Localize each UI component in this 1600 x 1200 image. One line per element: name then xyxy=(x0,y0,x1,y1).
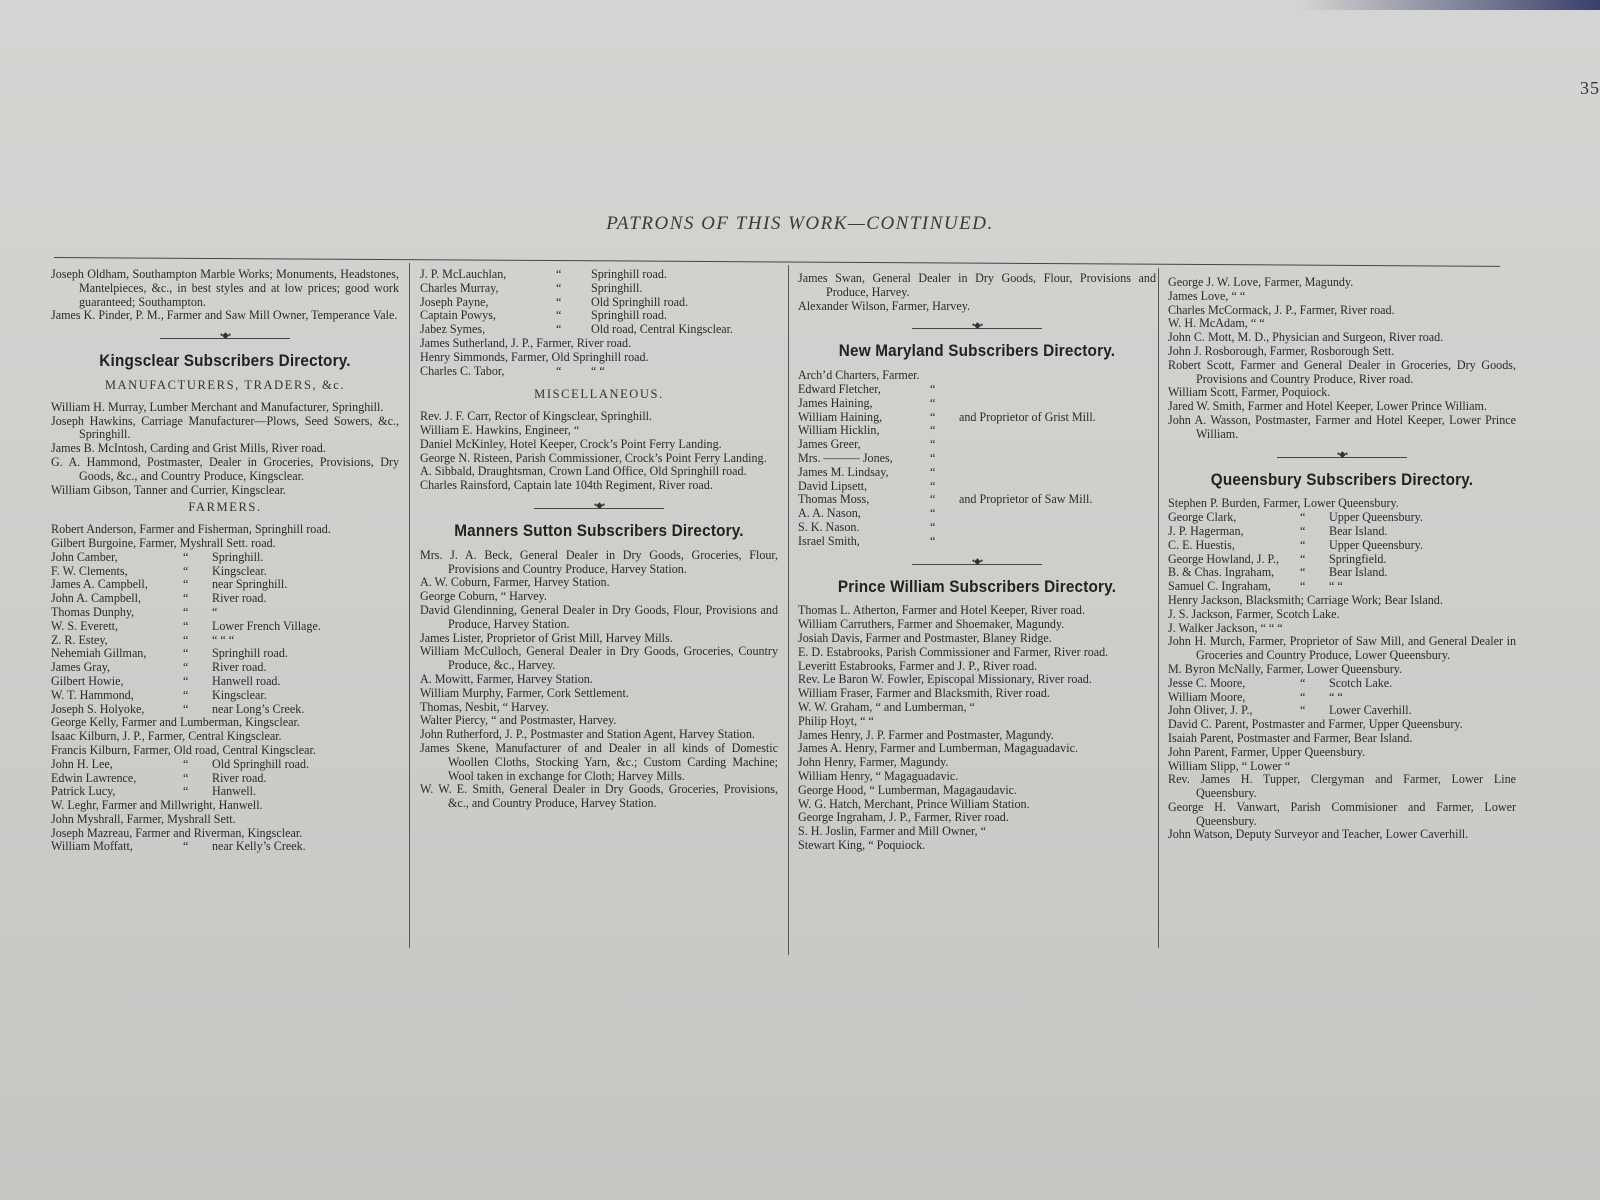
table-cell xyxy=(959,438,1156,452)
table-cell: “ xyxy=(930,437,936,452)
table-cell: Springfield. xyxy=(1329,551,1387,566)
table-cell: “ xyxy=(183,660,189,675)
column-3 xyxy=(798,272,1156,853)
entry: Isaac Kilburn, J. P., Farmer, Central Kingsclear. xyxy=(51,729,282,744)
table-row xyxy=(51,620,399,634)
entry: Walter Piercy, “ and Postmaster, Harvey. xyxy=(420,713,617,728)
table-row xyxy=(1168,553,1516,567)
entry: James A. Henry, Farmer and Lumberman, Magaguadavic. xyxy=(798,741,1078,756)
table-cell: Thomas Moss, xyxy=(798,492,870,507)
table-cell: near Kelly’s Creek. xyxy=(212,839,306,854)
entry: J. S. Jackson, Farmer, Scotch Lake. xyxy=(1168,606,1340,621)
table-row xyxy=(51,592,399,606)
table-cell: near Long’s Creek. xyxy=(212,701,305,716)
table-cell: “ xyxy=(556,294,562,309)
table-cell: James Haining, xyxy=(798,395,873,410)
table-cell: and Proprietor of Grist Mill. xyxy=(959,409,1096,424)
page-heading: PATRONS OF THIS WORK—CONTINUED. xyxy=(606,213,994,234)
table-cell: Z. R. Estey, xyxy=(51,632,108,647)
entry: Henry Simmonds, Farmer, Old Springhill road. xyxy=(420,349,649,364)
entry: John Rutherford, J. P., Postmaster and Station Agent, Harvey Station. xyxy=(420,727,755,742)
table-cell: Springhill road. xyxy=(591,308,667,323)
table-row xyxy=(51,772,399,786)
entry: M. Byron McNally, Farmer, Lower Queensbury. xyxy=(1168,661,1403,676)
entry: James B. McIntosh, Carding and Grist Mills, River road. xyxy=(51,441,326,456)
table-cell: Captain Powys, xyxy=(420,308,496,323)
table-cell: “ xyxy=(183,673,189,688)
table-cell: Patrick Lucy, xyxy=(51,784,116,799)
entry: John Henry, Farmer, Magundy. xyxy=(798,755,949,770)
entry: G. A. Hammond, Postmaster, Dealer in Groceries, Provisions, Dry Goods, &c., and Country Produce, Kingsclear. xyxy=(51,454,399,483)
entry: William Gibson, Tanner and Currier, Kingsclear. xyxy=(51,482,287,497)
table-cell: Hanwell road. xyxy=(212,673,281,688)
table-cell: River road. xyxy=(212,660,267,675)
entry: William McCulloch, General Dealer in Dry Goods, Groceries, Country Produce, &c., Harvey. xyxy=(420,644,778,673)
table-cell: “ xyxy=(556,280,562,295)
column-divider xyxy=(1158,268,1159,948)
table-cell: Upper Queensbury. xyxy=(1329,510,1423,525)
table-row xyxy=(1168,691,1516,705)
table-cell: Kingsclear. xyxy=(212,687,267,702)
table-row xyxy=(51,578,399,592)
table-cell: F. W. Clements, xyxy=(51,563,128,578)
table-row xyxy=(51,758,399,772)
entry: John J. Rosborough, Farmer, Rosborough Sett. xyxy=(1168,343,1395,358)
entry: Henry Jackson, Blacksmith; Carriage Work; Bear Island. xyxy=(1168,592,1443,607)
table-cell: John A. Campbell, xyxy=(51,591,142,606)
entry: Francis Kilburn, Farmer, Old road, Central Kingsclear. xyxy=(51,742,316,757)
table-cell: Kingsclear. xyxy=(212,563,267,578)
table-cell: “ xyxy=(1300,579,1306,594)
table-cell: “ xyxy=(183,604,189,619)
table-cell: River road. xyxy=(212,770,267,785)
prince-william-directory-title: Prince William Subscribers Directory. xyxy=(837,576,1117,596)
entry: George Hood, “ Lumberman, Magagaudavic. xyxy=(798,782,1018,797)
table-cell: “ “ xyxy=(1329,579,1343,594)
column-1 xyxy=(51,268,399,854)
table-cell: Springhill. xyxy=(591,280,643,295)
entry: Joseph Mazreau, Farmer and Riverman, Kingsclear. xyxy=(51,825,303,840)
table-row xyxy=(51,840,399,854)
table-cell: William Moffatt, xyxy=(51,839,133,854)
entry: A. Mowitt, Farmer, Harvey Station. xyxy=(420,671,593,686)
table-row xyxy=(1168,539,1516,553)
table-row xyxy=(798,507,1156,521)
table-row xyxy=(798,535,1156,549)
table-cell: A. A. Nason, xyxy=(798,506,861,521)
table-cell: “ xyxy=(930,492,936,507)
table-cell: W. S. Everett, xyxy=(51,618,119,633)
table-cell: Thomas Dunphy, xyxy=(51,604,135,619)
manners-sutton-directory-title: Manners Sutton Subscribers Directory. xyxy=(454,520,744,540)
entry: S. H. Joslin, Farmer and Mill Owner, “ xyxy=(798,824,986,839)
table-cell: “ “ “ xyxy=(212,632,235,647)
table-cell: George Howland, J. P., xyxy=(1168,551,1279,566)
table-row xyxy=(51,785,399,799)
entry: Joseph Hawkins, Carriage Manufacturer—Plows, Seed Sowers, &c., Springhill. xyxy=(51,413,399,442)
table-row xyxy=(1168,704,1516,718)
table-row xyxy=(51,565,399,579)
entry: W. W. E. Smith, General Dealer in Dry Goods, Groceries, Provisions, &c., and Country Produce, Harvey Station. xyxy=(420,782,778,811)
table-cell: “ xyxy=(930,381,936,396)
queensbury-directory-title: Queensbury Subscribers Directory. xyxy=(1210,469,1474,489)
entry: Arch’d Charters, Farmer. xyxy=(798,368,920,383)
table-cell: B. & Chas. Ingraham, xyxy=(1168,565,1275,580)
table-cell: River road. xyxy=(212,591,267,606)
table-cell: “ xyxy=(183,756,189,771)
table-cell: Scotch Lake. xyxy=(1329,675,1393,690)
table-row xyxy=(798,424,1156,438)
table-row xyxy=(798,397,1156,411)
table-row xyxy=(798,452,1156,466)
entry: David C. Parent, Postmaster and Farmer, Upper Queensbury. xyxy=(1168,717,1463,732)
table-cell: Joseph S. Holyoke, xyxy=(51,701,145,716)
table-cell xyxy=(959,397,1156,411)
table-cell: David Lipsett, xyxy=(798,478,868,493)
table-cell: “ xyxy=(1300,675,1306,690)
entry: George Coburn, “ Harvey. xyxy=(420,589,547,604)
entry: E. D. Estabrooks, Parish Commissioner and Farmer, River road. xyxy=(798,644,1109,659)
entry: Stephen P. Burden, Farmer, Lower Queensbury. xyxy=(1168,496,1399,511)
miscellaneous-subtitle: MISCELLANEOUS. xyxy=(534,387,664,402)
table-cell xyxy=(959,521,1156,535)
entry: Robert Anderson, Farmer and Fisherman, Springhill road. xyxy=(51,522,331,537)
table-row xyxy=(51,647,399,661)
column-4 xyxy=(1168,276,1516,842)
entry: John Myshrall, Farmer, Myshrall Sett. xyxy=(51,811,236,826)
table-cell: “ “ xyxy=(1329,689,1343,704)
entry: George Kelly, Farmer and Lumberman, Kingsclear. xyxy=(51,715,300,730)
table-cell: George Clark, xyxy=(1168,510,1237,525)
column-2 xyxy=(420,268,778,811)
table-cell: “ xyxy=(183,563,189,578)
entry: John Watson, Deputy Surveyor and Teacher, Lower Caverhill. xyxy=(1168,827,1469,842)
table-cell: “ “ xyxy=(591,363,605,378)
table-cell: John H. Lee, xyxy=(51,756,113,771)
entry: William Fraser, Farmer and Blacksmith, River road. xyxy=(798,686,1050,701)
table-row xyxy=(1168,580,1516,594)
table-cell: J. P. Hagerman, xyxy=(1168,523,1244,538)
ornament-divider xyxy=(912,561,1042,568)
table-cell: C. E. Huestis, xyxy=(1168,537,1235,552)
ornament-divider xyxy=(160,335,290,342)
entry: William Slipp, “ Lower “ xyxy=(1168,758,1291,773)
table-cell: Springhill road. xyxy=(591,267,667,281)
background-edge xyxy=(1300,0,1600,10)
page-number: 35 xyxy=(1580,78,1600,98)
entry: James Lister, Proprietor of Grist Mill, Harvey Mills. xyxy=(420,630,673,645)
entry: A. Sibbald, Draughtsman, Crown Land Office, Old Springhill road. xyxy=(420,464,747,479)
table-cell: “ xyxy=(1300,551,1306,566)
table-row xyxy=(420,268,778,282)
table-cell: Edward Fletcher, xyxy=(798,381,881,396)
table-cell: James M. Lindsay, xyxy=(798,464,889,479)
entry: David Glendinning, General Dealer in Dry Goods, Flour, Provisions and Produce, Harvey Station. xyxy=(420,602,778,631)
table-cell: Jabez Symes, xyxy=(420,322,486,337)
entry: Charles McCormack, J. P., Farmer, River road. xyxy=(1168,302,1395,317)
table-cell: Israel Smith, xyxy=(798,533,860,548)
table-cell: “ xyxy=(930,519,936,534)
table-cell: Edwin Lawrence, xyxy=(51,770,137,785)
table-cell: William Moore, xyxy=(1168,689,1246,704)
table-row xyxy=(1168,566,1516,580)
table-cell: “ xyxy=(183,839,189,854)
ornament-divider xyxy=(912,325,1042,332)
entry: George N. Risteen, Parish Commissioner, Crock’s Point Ferry Landing. xyxy=(420,450,767,465)
table-cell: “ xyxy=(1300,565,1306,580)
table-cell: “ xyxy=(183,701,189,716)
entry: James Sutherland, J. P., Farmer, River road. xyxy=(420,335,632,350)
table-cell: “ xyxy=(183,646,189,661)
table-cell xyxy=(959,480,1156,494)
table-cell: Springhill road. xyxy=(212,646,288,661)
entry: William Murphy, Farmer, Cork Settlement. xyxy=(420,685,629,700)
table-cell: Lower Caverhill. xyxy=(1329,703,1412,718)
table-cell: Nehemiah Gillman, xyxy=(51,646,147,661)
table-cell: near Springhill. xyxy=(212,577,288,592)
table-row xyxy=(420,282,778,296)
table-cell: “ xyxy=(183,577,189,592)
entry: John A. Wasson, Postmaster, Farmer and Hotel Keeper, Lower Prince William. xyxy=(1168,412,1516,441)
table-cell: Upper Queensbury. xyxy=(1329,537,1423,552)
table-cell: James Gray, xyxy=(51,660,110,675)
table-cell: William Hicklin, xyxy=(798,423,880,438)
entry: Leveritt Estabrooks, Farmer and J. P., River road. xyxy=(798,658,1038,673)
entry: Alexander Wilson, Farmer, Harvey. xyxy=(798,298,970,313)
table-cell: Springhill. xyxy=(212,549,264,564)
table-cell: Jesse C. Moore, xyxy=(1168,675,1246,690)
table-row xyxy=(51,606,399,620)
table-cell: “ xyxy=(212,604,218,619)
table-cell: “ xyxy=(1300,703,1306,718)
entry: Mrs. J. A. Beck, General Dealer in Dry Goods, Groceries, Flour, Provisions and Country Produce, Harvey Station. xyxy=(420,547,778,576)
entry: Thomas, Nesbit, “ Harvey. xyxy=(420,699,549,714)
entry: William Carruthers, Farmer and Shoemaker, Magundy. xyxy=(798,617,1065,632)
table-cell: J. P. McLauchlan, xyxy=(420,267,507,281)
table-cell: Mrs. ——— Jones, xyxy=(798,450,893,465)
entry: Philip Hoyt, “ “ xyxy=(798,713,874,728)
entry: A. W. Coburn, Farmer, Harvey Station. xyxy=(420,575,610,590)
entry: W. W. Graham, “ and Lumberman, “ xyxy=(798,699,975,714)
entry: John H. Murch, Farmer, Proprietor of Saw Mill, and General Dealer in Groceries and Country Produce, Lower Queensbury. xyxy=(1168,634,1516,663)
entry: J. Walker Jackson, “ “ “ xyxy=(1168,620,1283,635)
entry: John Parent, Farmer, Upper Queensbury. xyxy=(1168,744,1366,759)
heading-rule xyxy=(54,257,1500,267)
column-divider xyxy=(409,263,410,948)
table-row xyxy=(1168,511,1516,525)
table-cell: “ xyxy=(930,506,936,521)
entry: Jared W. Smith, Farmer and Hotel Keeper, Lower Prince William. xyxy=(1168,399,1487,414)
table-cell: “ xyxy=(930,395,936,410)
table-cell: “ xyxy=(183,618,189,633)
table-cell: Charles C. Tabor, xyxy=(420,363,505,378)
table-cell: “ xyxy=(930,464,936,479)
table-cell: “ xyxy=(930,423,936,438)
table-cell: “ xyxy=(556,322,562,337)
entry: Joseph Oldham, Southampton Marble Works; Monuments, Headstones, Mantelpieces, &c., in best styles and at low prices; good work guaranteed; Southampton. xyxy=(51,267,399,309)
farmers-subtitle: FARMERS. xyxy=(188,500,262,515)
entry: Rev. James H. Tupper, Clergyman and Farmer, Lower Line Queensbury. xyxy=(1168,772,1516,801)
entry: James Love, “ “ xyxy=(1168,288,1246,303)
table-cell: “ xyxy=(556,267,562,281)
table-cell: William Haining, xyxy=(798,409,883,424)
table-cell: Lower French Village. xyxy=(212,618,321,633)
table-cell xyxy=(959,466,1156,480)
table-cell: “ xyxy=(183,591,189,606)
table-row xyxy=(51,661,399,675)
table-cell: “ xyxy=(556,308,562,323)
ornament-divider xyxy=(534,505,664,512)
table-cell: James A. Campbell, xyxy=(51,577,148,592)
entry: William Scott, Farmer, Poquiock. xyxy=(1168,385,1331,400)
entry: William H. Murray, Lumber Merchant and Manufacturer, Springhill. xyxy=(51,399,384,414)
table-row xyxy=(798,493,1156,507)
table-row xyxy=(798,438,1156,452)
table-row xyxy=(420,296,778,310)
table-cell xyxy=(959,452,1156,466)
entry: Thomas L. Atherton, Farmer and Hotel Keeper, River road. xyxy=(798,603,1085,618)
table-cell: Old Springhill road. xyxy=(591,294,689,309)
entry: W. G. Hatch, Merchant, Prince William Station. xyxy=(798,796,1030,811)
table-cell: “ xyxy=(1300,523,1306,538)
table-cell: S. K. Nason. xyxy=(798,519,860,534)
entry: Rev. Le Baron W. Fowler, Episcopal Missionary, River road. xyxy=(798,672,1092,687)
table-row xyxy=(798,466,1156,480)
table-cell: Old Springhill road. xyxy=(212,756,310,771)
table-cell: James Greer, xyxy=(798,437,861,452)
table-cell: “ xyxy=(930,409,936,424)
table-cell: Gilbert Howie, xyxy=(51,673,124,688)
table-row xyxy=(51,634,399,648)
entry: Charles Rainsford, Captain late 104th Regiment, River road. xyxy=(420,478,713,493)
table-row xyxy=(51,689,399,703)
entry: Josiah Davis, Farmer and Postmaster, Blaney Ridge. xyxy=(798,630,1052,645)
table-cell: “ xyxy=(183,687,189,702)
table-cell: “ xyxy=(1300,537,1306,552)
table-cell: “ xyxy=(930,450,936,465)
table-row xyxy=(1168,677,1516,691)
entry: George J. W. Love, Farmer, Magundy. xyxy=(1168,275,1354,289)
entry: W. H. McAdam, “ “ xyxy=(1168,316,1265,331)
table-row xyxy=(420,323,778,337)
table-cell: “ xyxy=(930,533,936,548)
column-divider xyxy=(788,265,789,955)
entry: William E. Hawkins, Engineer, “ xyxy=(420,422,580,437)
table-row xyxy=(798,521,1156,535)
entry: James Skene, Manufacturer of and Dealer in all kinds of Domestic Woollen Cloths, Stocking Yarn, &c.; Custom Carding Machine; Wool taken in exchange for Cloth; Harvey Mills. xyxy=(420,740,778,783)
table-cell: Bear Island. xyxy=(1329,523,1388,538)
table-cell: “ xyxy=(556,363,562,378)
table-row xyxy=(51,675,399,689)
table-cell: “ xyxy=(1300,689,1306,704)
entry: James Henry, J. P. Farmer and Postmaster, Magundy. xyxy=(798,727,1054,742)
table-cell: Joseph Payne, xyxy=(420,294,489,309)
entry: Rev. J. F. Carr, Rector of Kingsclear, Springhill. xyxy=(420,409,653,424)
table-row xyxy=(1168,525,1516,539)
entry: Daniel McKinley, Hotel Keeper, Crock’s Point Ferry Landing. xyxy=(420,436,722,451)
table-row xyxy=(798,480,1156,494)
entry: James Swan, General Dealer in Dry Goods, Flour, Provisions and Produce, Harvey. xyxy=(798,271,1156,299)
table-cell xyxy=(959,507,1156,521)
ornament-divider xyxy=(1277,454,1407,461)
entry: Gilbert Burgoine, Farmer, Myshrall Sett. road. xyxy=(51,535,276,550)
table-cell: “ xyxy=(183,770,189,785)
table-row xyxy=(51,703,399,717)
table-cell: “ xyxy=(183,632,189,647)
kingsclear-directory-title: Kingsclear Subscribers Directory. xyxy=(99,351,351,371)
table-cell: John Camber, xyxy=(51,549,118,564)
table-cell: W. T. Hammond, xyxy=(51,687,134,702)
table-cell xyxy=(959,424,1156,438)
entry: Robert Scott, Farmer and General Dealer in Groceries, Dry Goods, Provisions and Country Produce, River road. xyxy=(1168,357,1516,386)
table-row xyxy=(420,365,778,379)
table-cell: Hanwell. xyxy=(212,784,256,799)
manufacturers-subtitle: MANUFACTURERS, TRADERS, &c. xyxy=(104,377,346,392)
entry: William Henry, “ Magaguadavic. xyxy=(798,768,959,783)
entry: George Ingraham, J. P., Farmer, River road. xyxy=(798,810,1009,825)
entry: Isaiah Parent, Postmaster and Farmer, Bear Island. xyxy=(1168,730,1413,745)
table-cell: “ xyxy=(930,478,936,493)
table-cell: John Oliver, J. P., xyxy=(1168,703,1253,718)
new-maryland-directory-title: New Maryland Subscribers Directory. xyxy=(838,341,1116,361)
table-cell: and Proprietor of Saw Mill. xyxy=(959,492,1093,507)
table-cell: Samuel C. Ingraham, xyxy=(1168,579,1271,594)
table-row xyxy=(51,551,399,565)
table-row xyxy=(798,383,1156,397)
table-cell: Bear Island. xyxy=(1329,565,1388,580)
entry: W. Leghr, Farmer and Millwright, Hanwell. xyxy=(51,798,263,813)
table-row xyxy=(420,309,778,323)
entry: Stewart King, “ Poquiock. xyxy=(798,837,926,852)
entry: James K. Pinder, P. M., Farmer and Saw Mill Owner, Temperance Vale. xyxy=(51,308,398,323)
table-cell: “ xyxy=(183,549,189,564)
entry: John C. Mott, M. D., Physician and Surgeon, River road. xyxy=(1168,330,1444,345)
table-cell: Old road, Central Kingsclear. xyxy=(591,322,734,337)
table-cell: Charles Murray, xyxy=(420,280,499,295)
table-cell: “ xyxy=(1300,510,1306,525)
entry: George H. Vanwart, Parish Commisioner and Farmer, Lower Queensbury. xyxy=(1168,799,1516,828)
table-row xyxy=(798,411,1156,425)
table-cell xyxy=(959,535,1156,549)
table-cell: “ xyxy=(183,784,189,799)
table-cell xyxy=(959,383,1156,397)
